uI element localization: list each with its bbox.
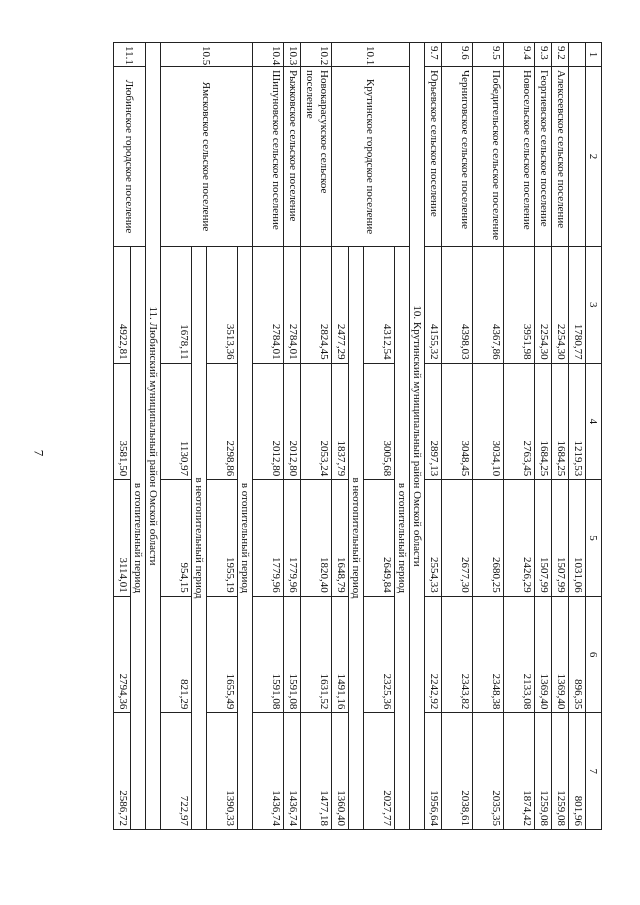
value-cell: 1874,42 <box>504 713 535 830</box>
value-cell: 4367,86 <box>473 247 504 364</box>
row-number: 10.1 <box>332 43 410 67</box>
value-cell: 1259,08 <box>552 713 569 830</box>
value-cell: 3114,01 <box>114 480 131 597</box>
row-number: 10.4 <box>253 43 284 67</box>
value-cell: 4922,81 <box>114 247 131 364</box>
value-cell: 3034,10 <box>473 363 504 480</box>
header-cell: 7 <box>586 713 602 830</box>
value-cell: 2027,77 <box>364 713 395 830</box>
header-cell: 4 <box>586 363 602 480</box>
value-cell: 3005,68 <box>364 363 395 480</box>
header-row <box>586 43 602 830</box>
period-nonheating-label: в неотопительный период <box>349 247 364 830</box>
value-cell: 3513,36 <box>207 247 238 364</box>
value-cell: 2763,45 <box>504 363 535 480</box>
row-number: 10.5 <box>161 43 253 67</box>
table-body <box>114 43 602 830</box>
value-cell: 2554,33 <box>425 480 442 597</box>
value-cell: 3951,98 <box>504 247 535 364</box>
value-cell: 2298,86 <box>207 363 238 480</box>
value-cell: 3048,45 <box>442 363 473 480</box>
table-row <box>504 43 535 830</box>
settlement-name: Новосельское сельское поселение <box>504 67 535 247</box>
table-row <box>473 43 504 830</box>
rotated-table-wrapper <box>62 42 602 830</box>
tariff-table <box>113 42 602 830</box>
value-cell: 2784,01 <box>253 247 284 364</box>
value-cell: 2254,30 <box>552 247 569 364</box>
period-row <box>395 43 410 830</box>
table-row <box>552 43 569 830</box>
value-cell: 1130,97 <box>161 363 192 480</box>
value-cell: 896,35 <box>569 596 586 713</box>
page-number: 7 <box>31 449 47 457</box>
value-cell: 2133,08 <box>504 596 535 713</box>
period-nonheating-label: в неотопительный период <box>192 247 207 830</box>
value-cell: 1259,08 <box>535 713 552 830</box>
value-cell: 954,15 <box>161 480 192 597</box>
value-cell: 1684,25 <box>535 363 552 480</box>
header-cell: 5 <box>586 480 602 597</box>
value-cell: 1780,77 <box>569 247 586 364</box>
value-cell: 1390,33 <box>207 713 238 830</box>
value-cell: 821,29 <box>161 596 192 713</box>
header-cell: 3 <box>586 247 602 364</box>
settlement-name: Ямсковское сельское поселение <box>161 67 253 247</box>
value-cell: 2038,61 <box>442 713 473 830</box>
value-cell: 1779,96 <box>284 480 301 597</box>
value-cell: 2254,30 <box>535 247 552 364</box>
row-number: 9.3 <box>535 43 552 67</box>
value-cell: 1678,11 <box>161 247 192 364</box>
value-cell: 3581,50 <box>114 363 131 480</box>
section-row <box>410 43 425 830</box>
row-number: 9.6 <box>442 43 473 67</box>
row-number: 11.1 <box>114 43 146 67</box>
value-cell: 2242,92 <box>425 596 442 713</box>
value-cell: 2012,80 <box>284 363 301 480</box>
period-row <box>131 43 146 830</box>
value-cell: 1477,18 <box>301 713 332 830</box>
row-number: 9.7 <box>425 43 442 67</box>
period-row <box>238 43 253 830</box>
table-row <box>425 43 442 830</box>
header-cell: 6 <box>586 596 602 713</box>
value-cell: 2053,24 <box>301 363 332 480</box>
value-cell: 2035,35 <box>473 713 504 830</box>
value-cell: 2784,01 <box>284 247 301 364</box>
value-cell: 801,96 <box>569 713 586 830</box>
value-cell: 1491,16 <box>332 596 349 713</box>
value-cell: 1820,40 <box>301 480 332 597</box>
settlement-name: Георгиевское сельское поселение <box>535 67 552 247</box>
value-cell: 1837,79 <box>332 363 349 480</box>
settlement-name: Шипуновское сельское поселение <box>253 67 284 247</box>
value-cell: 2677,30 <box>442 480 473 597</box>
settlement-name: Победительское сельское поселение <box>473 67 504 247</box>
value-cell: 1956,64 <box>425 713 442 830</box>
settlement-name: Новокарасукское сельское поселение <box>301 67 332 247</box>
row-number: 10.2 <box>301 43 332 67</box>
value-cell: 1436,74 <box>253 713 284 830</box>
value-cell: 2348,38 <box>473 596 504 713</box>
period-heating-label: в отопительный период <box>238 247 253 830</box>
value-cell: 2794,36 <box>114 596 131 713</box>
row-number <box>569 43 586 67</box>
table-row <box>284 43 301 830</box>
row-number: 9.4 <box>504 43 535 67</box>
value-cell: 1369,40 <box>535 596 552 713</box>
section-row <box>146 43 161 830</box>
settlement-name <box>569 67 586 247</box>
value-cell: 1955,19 <box>207 480 238 597</box>
value-cell: 1684,25 <box>552 363 569 480</box>
value-cell: 1631,52 <box>301 596 332 713</box>
value-cell: 1779,96 <box>253 480 284 597</box>
value-cell: 4312,54 <box>364 247 395 364</box>
value-cell: 1591,08 <box>284 596 301 713</box>
row-number: 9.2 <box>552 43 569 67</box>
value-cell: 2649,84 <box>364 480 395 597</box>
value-cell: 1031,06 <box>569 480 586 597</box>
table-row <box>253 43 284 830</box>
row-number: 9.5 <box>473 43 504 67</box>
value-cell: 1436,74 <box>284 713 301 830</box>
header-cell: 2 <box>586 67 602 247</box>
value-cell: 2477,29 <box>332 247 349 364</box>
value-cell: 2426,29 <box>504 480 535 597</box>
value-cell: 1369,40 <box>552 596 569 713</box>
value-cell: 1507,99 <box>535 480 552 597</box>
settlement-name: Любинское городское поселение <box>114 67 146 247</box>
value-cell: 2897,13 <box>425 363 442 480</box>
value-cell: 1648,79 <box>332 480 349 597</box>
settlement-name: Рыжковское сельское поселение <box>284 67 301 247</box>
value-cell: 2325,36 <box>364 596 395 713</box>
settlement-name: Юрьевское сельское поселение <box>425 67 442 247</box>
value-cell: 4155,32 <box>425 247 442 364</box>
header-cell: 1 <box>586 43 602 67</box>
table-row <box>301 43 332 830</box>
settlement-name: Алексеевское сельское поселение <box>552 67 569 247</box>
period-heating-label: в отопительный период <box>131 247 146 830</box>
value-cell: 1507,99 <box>552 480 569 597</box>
table-row <box>442 43 473 830</box>
value-cell: 2680,25 <box>473 480 504 597</box>
period-heating-label: в отопительный период <box>395 247 410 830</box>
row-number: 10.3 <box>284 43 301 67</box>
section-title-10: 10. Крутинский муниципальный район Омской области <box>410 43 425 830</box>
value-cell: 1591,08 <box>253 596 284 713</box>
table-row <box>535 43 552 830</box>
value-cell: 1219,53 <box>569 363 586 480</box>
value-cell: 2824,45 <box>301 247 332 364</box>
table-row <box>569 43 586 830</box>
value-cell: 1360,40 <box>332 713 349 830</box>
value-cell: 1655,49 <box>207 596 238 713</box>
value-cell: 4398,03 <box>442 247 473 364</box>
value-cell: 2343,82 <box>442 596 473 713</box>
value-cell: 2586,72 <box>114 713 131 830</box>
value-cell: 2012,80 <box>253 363 284 480</box>
value-cell: 722,97 <box>161 713 192 830</box>
settlement-name: Черниговское сельское поселение <box>442 67 473 247</box>
settlement-name: Крутинское городское поселение <box>332 67 410 247</box>
section-title-11: 11. Любинский муниципальный район Омской области <box>146 43 161 830</box>
